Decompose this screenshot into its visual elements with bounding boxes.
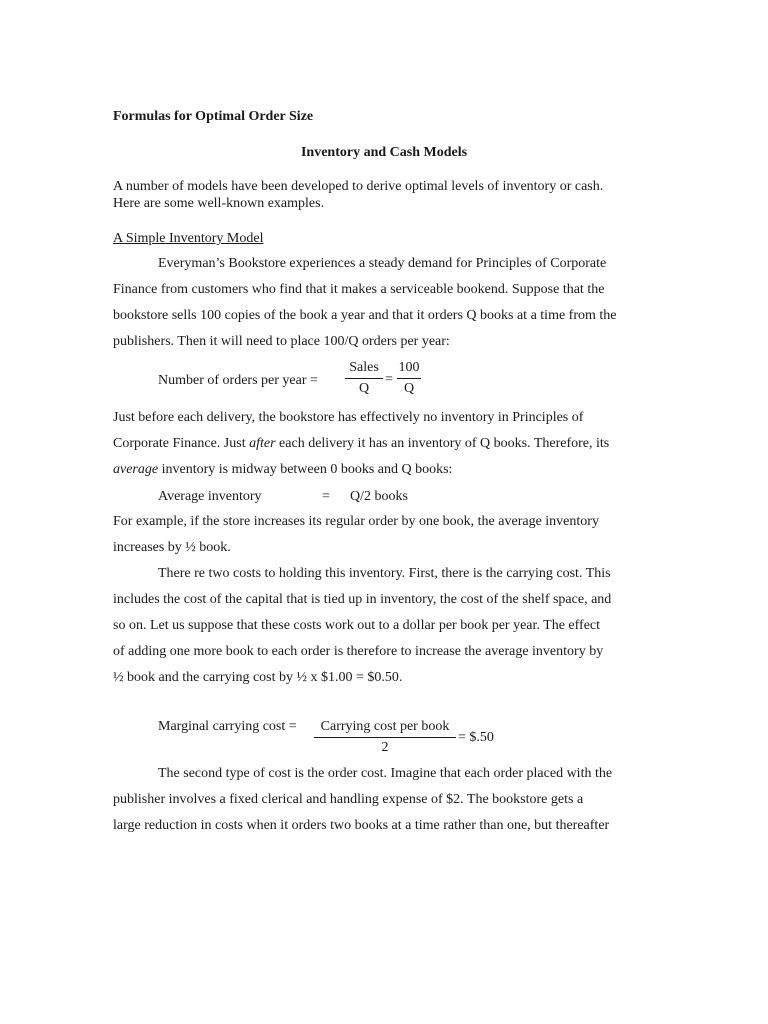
paragraph-line: of adding one more book to each order is therefore to increase the average inventory by [113,644,604,659]
fraction-numerator: 100 [398,360,420,375]
paragraph-line: Everyman’s Bookstore experiences a steady demand for Principles of Corporate [158,256,607,271]
document-title: Formulas for Optimal Order Size [113,109,314,124]
equation-label: Average inventory [158,489,262,504]
paragraph-line: publisher involves a fixed clerical and handling expense of $2. The bookstore gets a [113,792,584,807]
fraction-numerator: Carrying cost per book [320,719,450,734]
fraction-bar [314,737,456,738]
subheading: A Simple Inventory Model [113,231,264,246]
paragraph-line: so on. Let us suppose that these costs work out to a dollar per book per year. The effect [113,618,601,633]
fraction-numerator: Sales [349,360,379,375]
paragraph-line: ½ book and the carrying cost by ½ x $1.00 = $0.50. [113,670,403,685]
intro-line-1: A number of models have been developed to derive optimal levels of inventory or cash. [113,179,604,194]
intro-line-2: Here are some well-known examples. [113,196,325,211]
paragraph-line: The second type of cost is the order cost. Imagine that each order placed with the [158,766,613,781]
equals-sign: = [385,372,393,387]
equation-label: Number of orders per year = [158,373,318,388]
paragraph-line: For example, if the store increases its regular order by one book, the average inventory [113,514,599,529]
equation-result: = $.50 [458,730,494,745]
paragraph-line: large reduction in costs when it orders two books at a time rather than one, but thereafter [113,818,610,833]
paragraph-line: Finance from customers who find that it makes a serviceable bookend. Suppose that the [113,282,605,297]
equals-sign: = [322,489,330,504]
fraction-denominator: 2 [381,740,389,755]
equation-label: Marginal carrying cost = [158,719,297,734]
paragraph-line: average inventory is midway between 0 books and Q books: [113,462,453,477]
paragraph-line: Just before each delivery, the bookstore has effectively no inventory in Principles of [113,410,584,425]
fraction-denominator: Q [403,381,415,396]
fraction-bar [345,378,383,379]
paragraph-line: bookstore sells 100 copies of the book a year and that it orders Q books at a time from the [113,308,617,323]
fraction-denominator: Q [358,381,370,396]
paragraph-line: Corporate Finance. Just after each delivery it has an inventory of Q books. Therefore, its [113,436,610,451]
paragraph-line: publishers. Then it will need to place 100/Q orders per year: [113,334,450,349]
section-title: Inventory and Cash Models [300,145,468,160]
paragraph-line: There re two costs to holding this inventory. First, there is the carrying cost. This [158,566,611,581]
fraction-bar [397,378,421,379]
paragraph-line: includes the cost of the capital that is tied up in inventory, the cost of the shelf space, and [113,592,612,607]
equation-value: Q/2 books [350,489,408,504]
paragraph-line: increases by ½ book. [113,540,231,555]
